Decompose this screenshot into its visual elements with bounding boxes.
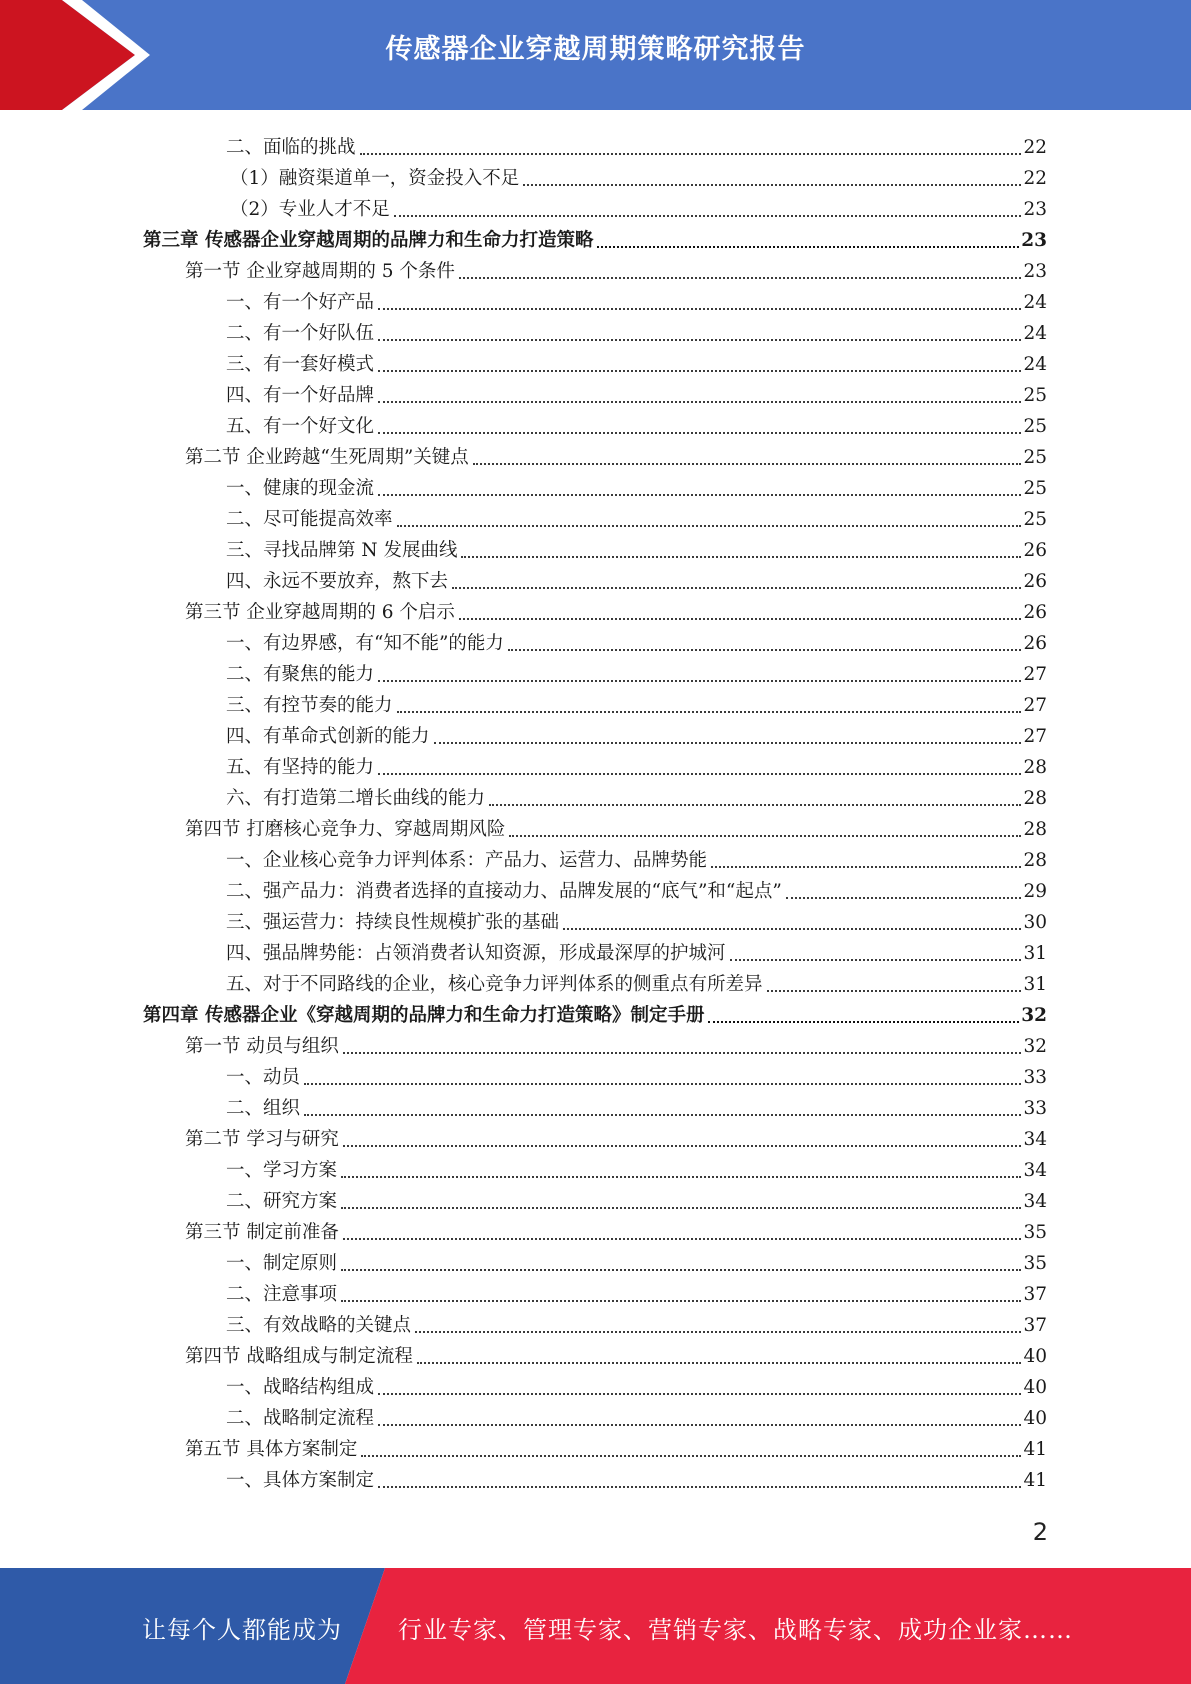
footer-slogan-right: 行业专家、管理专家、营销专家、战略专家、成功企业家……: [398, 1616, 1073, 1644]
toc-entry-page: 26: [1023, 633, 1047, 654]
toc-entry-page: 25: [1023, 416, 1047, 437]
toc-dot-leader: [378, 773, 1021, 775]
toc-entry-chapter[interactable]: [143, 997, 1047, 1028]
toc-entry-item[interactable]: [226, 1059, 1047, 1090]
toc-entry-page: 26: [1023, 540, 1047, 561]
toc-entry-title: 一、学习方案: [226, 1160, 338, 1181]
toc-entry-title: 三、有效战略的关键点: [226, 1315, 412, 1336]
toc-entry-title: 三、有控节奏的能力: [226, 695, 393, 716]
toc-dot-leader: [304, 1083, 1021, 1085]
toc-entry-item[interactable]: [226, 842, 1047, 873]
toc-dot-leader: [378, 370, 1021, 372]
page-footer: [0, 1568, 1191, 1684]
toc-entry-page: 35: [1023, 1253, 1047, 1274]
toc-entry-page: 33: [1023, 1067, 1047, 1088]
toc-dot-leader: [378, 680, 1021, 682]
toc-entry-item[interactable]: [226, 408, 1047, 439]
toc-entry-title: 二、注意事项: [226, 1284, 338, 1305]
toc-entry-item[interactable]: [226, 284, 1047, 315]
toc-entry-page: 27: [1023, 726, 1047, 747]
toc-entry-page: 24: [1023, 323, 1047, 344]
toc-dot-leader: [378, 1393, 1021, 1395]
toc-entry-page: 27: [1023, 695, 1047, 716]
toc-entry-page: 41: [1023, 1470, 1047, 1491]
toc-entry-title: 第一节 动员与组织: [185, 1036, 339, 1057]
toc-entry-item[interactable]: [226, 966, 1047, 997]
toc-entry-title: 第三节 企业穿越周期的 6 个启示: [185, 602, 455, 623]
toc-entry-title: 二、有聚焦的能力: [226, 664, 375, 685]
toc-dot-leader: [415, 1331, 1021, 1333]
toc-dot-leader: [360, 153, 1022, 155]
toc-entry-item[interactable]: [226, 1400, 1047, 1431]
toc-entry-title: 一、有边界感，有“知不能”的能力: [226, 633, 504, 654]
toc-entry-title: 二、强产品力：消费者选择的直接动力、品牌发展的“底气”和“起点”: [226, 881, 782, 902]
toc-entry-page: 34: [1023, 1191, 1047, 1212]
toc-entry-page: 32: [1023, 1036, 1047, 1057]
toc-entry-item[interactable]: [226, 377, 1047, 408]
toc-entry-chapter[interactable]: [143, 222, 1047, 253]
toc-entry-page: 37: [1023, 1284, 1047, 1305]
toc-entry-subitem[interactable]: [230, 191, 1047, 222]
toc-entry-page: 29: [1023, 881, 1047, 902]
toc-entry-item[interactable]: [226, 904, 1047, 935]
toc-dot-leader: [434, 742, 1022, 744]
toc-entry-title: 一、有一个好产品: [226, 292, 375, 313]
toc-entry-title: 第二节 学习与研究: [185, 1129, 339, 1150]
toc-entry-title: 五、对于不同路线的企业，核心竞争力评判体系的侧重点有所差异: [226, 974, 763, 995]
toc-entry-item[interactable]: [226, 935, 1047, 966]
toc-entry-title: 第四节 战略组成与制定流程: [185, 1346, 413, 1367]
toc-entry-item[interactable]: [226, 656, 1047, 687]
toc-entry-title: 四、有革命式创新的能力: [226, 726, 430, 747]
toc-entry-page: 25: [1023, 478, 1047, 499]
toc-entry-title: 一、战略结构组成: [226, 1377, 375, 1398]
toc-entry-title: 三、有一套好模式: [226, 354, 375, 375]
toc-entry-page: 41: [1023, 1439, 1047, 1460]
toc-entry-item[interactable]: [226, 501, 1047, 532]
toc-entry-item[interactable]: [226, 346, 1047, 377]
toc-dot-leader: [378, 494, 1021, 496]
toc-dot-leader: [508, 649, 1022, 651]
toc-entry-page: 28: [1023, 788, 1047, 809]
toc-entry-page: 27: [1023, 664, 1047, 685]
toc-entry-item[interactable]: [226, 1245, 1047, 1276]
toc-entry-page: 22: [1023, 137, 1047, 158]
toc-dot-leader: [786, 897, 1022, 899]
toc-entry-title: 第三节 制定前准备: [185, 1222, 339, 1243]
toc-entry-page: 40: [1023, 1377, 1047, 1398]
toc-dot-leader: [341, 1207, 1021, 1209]
toc-dot-leader: [489, 804, 1021, 806]
toc-entry-title: 二、面临的挑战: [226, 137, 356, 158]
toc-entry-item[interactable]: [226, 1462, 1047, 1493]
toc-entry-title: 六、有打造第二增长曲线的能力: [226, 788, 486, 809]
toc-dot-leader: [361, 1455, 1021, 1457]
toc-dot-leader: [378, 401, 1021, 403]
toc-entry-page: 22: [1023, 168, 1047, 189]
toc-entry-page: 23: [1023, 261, 1047, 282]
toc-entry-item[interactable]: [226, 780, 1047, 811]
toc-entry-title: 二、战略制定流程: [226, 1408, 375, 1429]
toc-entry-page: 40: [1023, 1408, 1047, 1429]
toc-entry-page: 37: [1023, 1315, 1047, 1336]
toc-entry-item[interactable]: [226, 1307, 1047, 1338]
toc-entry-item[interactable]: [226, 1152, 1047, 1183]
toc-dot-leader: [378, 1486, 1021, 1488]
toc-dot-leader: [341, 1176, 1021, 1178]
toc-entry-title: 第四节 打磨核心竞争力、穿越周期风险: [185, 819, 506, 840]
toc-entry-title: 一、企业核心竞争力评判体系：产品力、运营力、品牌势能: [226, 850, 708, 871]
toc-dot-leader: [417, 1362, 1022, 1364]
toc-entry-title: 第三章 传感器企业穿越周期的品牌力和生命力打造策略: [143, 230, 594, 251]
toc-dot-leader: [343, 1238, 1022, 1240]
toc-entry-item[interactable]: [226, 687, 1047, 718]
toc-entry-section[interactable]: [185, 1431, 1047, 1462]
toc-entry-title: 二、有一个好队伍: [226, 323, 375, 344]
toc-dot-leader: [452, 587, 1021, 589]
toc-entry-item[interactable]: [226, 532, 1047, 563]
toc-entry-item[interactable]: [226, 749, 1047, 780]
toc-entry-page: 35: [1023, 1222, 1047, 1243]
toc-dot-leader: [304, 1114, 1021, 1116]
toc-entry-section[interactable]: [185, 1214, 1047, 1245]
toc-entry-item[interactable]: [226, 1276, 1047, 1307]
toc-entry-title: 五、有坚持的能力: [226, 757, 375, 778]
toc-entry-title: 二、组织: [226, 1098, 301, 1119]
toc-dot-leader: [343, 1145, 1022, 1147]
toc-entry-section[interactable]: [185, 1121, 1047, 1152]
toc-dot-leader: [767, 990, 1022, 992]
toc-entry-page: 32: [1021, 1005, 1047, 1026]
toc-dot-leader: [459, 618, 1022, 620]
footer-slogan-left: 让每个人都能成为: [142, 1616, 342, 1644]
toc-entry-section[interactable]: [185, 1028, 1047, 1059]
toc-dot-leader: [509, 835, 1021, 837]
toc-entry-title: 一、制定原则: [226, 1253, 338, 1274]
toc-entry-page: 40: [1023, 1346, 1047, 1367]
toc-entry-item[interactable]: [226, 625, 1047, 656]
toc-entry-page: 25: [1023, 509, 1047, 530]
toc-dot-leader: [394, 215, 1022, 217]
toc-entry-item[interactable]: [226, 1090, 1047, 1121]
toc-dot-leader: [397, 711, 1022, 713]
toc-entry-title: 二、研究方案: [226, 1191, 338, 1212]
toc-entry-title: 第四章 传感器企业《穿越周期的品牌力和生命力打造策略》制定手册: [143, 1005, 705, 1026]
toc-entry-page: 34: [1023, 1160, 1047, 1181]
toc-entry-section[interactable]: [185, 439, 1047, 470]
toc-entry-page: 31: [1023, 974, 1047, 995]
toc-entry-title: 二、尽可能提高效率: [226, 509, 393, 530]
toc-entry-page: 23: [1021, 230, 1047, 251]
toc-entry-subitem[interactable]: [230, 160, 1047, 191]
toc-dot-leader: [341, 1269, 1021, 1271]
toc-entry-item[interactable]: [226, 129, 1047, 160]
toc-entry-title: 一、具体方案制定: [226, 1470, 375, 1491]
toc-entry-title: 第二节 企业跨越“生死周期”关键点: [185, 447, 469, 468]
toc-entry-title: 一、动员: [226, 1067, 301, 1088]
toc-dot-leader: [378, 339, 1021, 341]
toc-entry-page: 25: [1023, 385, 1047, 406]
toc-entry-item[interactable]: [226, 1369, 1047, 1400]
toc-entry-title: 三、寻找品牌第 N 发展曲线: [226, 540, 458, 561]
toc-dot-leader: [378, 308, 1021, 310]
toc-entry-title: 五、有一个好文化: [226, 416, 375, 437]
toc-dot-leader: [563, 928, 1021, 930]
toc-entry-title: 三、强运营力：持续良性规模扩张的基础: [226, 912, 560, 933]
toc-entry-title: 四、永远不要放弃，熬下去: [226, 571, 449, 592]
toc-dot-leader: [461, 556, 1021, 558]
toc-entry-title: 第一节 企业穿越周期的 5 个条件: [185, 261, 455, 282]
toc-entry-item[interactable]: [226, 315, 1047, 346]
toc-entry-page: 25: [1023, 447, 1047, 468]
toc-dot-leader: [397, 525, 1022, 527]
toc-entry-title: 一、健康的现金流: [226, 478, 375, 499]
toc-entry-title: （1）融资渠道单一，资金投入不足: [230, 168, 520, 189]
toc-entry-section[interactable]: [185, 1338, 1047, 1369]
toc-entry-page: 24: [1023, 354, 1047, 375]
toc-entry-section[interactable]: [185, 811, 1047, 842]
toc-entry-title: （2）专业人才不足: [230, 199, 390, 220]
toc-dot-leader: [378, 1424, 1021, 1426]
toc-dot-leader: [730, 959, 1022, 961]
report-title: 传感器企业穿越周期策略研究报告: [385, 34, 806, 65]
toc-entry-page: 31: [1023, 943, 1047, 964]
page-number: 2: [1032, 1518, 1048, 1546]
toc-entry-page: 28: [1023, 819, 1047, 840]
page-header: [0, 0, 1191, 110]
toc-entry-item[interactable]: [226, 470, 1047, 501]
toc-dot-leader: [523, 184, 1021, 186]
toc-dot-leader: [473, 463, 1022, 465]
toc-entry-item[interactable]: [226, 563, 1047, 594]
toc-dot-leader: [711, 866, 1021, 868]
toc-dot-leader: [341, 1300, 1021, 1302]
toc-entry-page: 30: [1023, 912, 1047, 933]
toc-entry-title: 四、有一个好品牌: [226, 385, 375, 406]
toc-entry-page: 28: [1023, 850, 1047, 871]
toc-dot-leader: [343, 1052, 1022, 1054]
toc-entry-item[interactable]: [226, 718, 1047, 749]
toc-entry-page: 26: [1023, 571, 1047, 592]
toc-entry-section[interactable]: [185, 253, 1047, 284]
toc-entry-title: 四、强品牌势能：占领消费者认知资源，形成最深厚的护城河: [226, 943, 726, 964]
toc-entry-section[interactable]: [185, 594, 1047, 625]
toc-dot-leader: [459, 277, 1022, 279]
toc-dot-leader: [708, 1021, 1019, 1023]
toc-entry-page: 33: [1023, 1098, 1047, 1119]
toc-dot-leader: [378, 432, 1021, 434]
toc-entry-item[interactable]: [226, 1183, 1047, 1214]
toc-entry-item[interactable]: [226, 873, 1047, 904]
toc-entry-page: 23: [1023, 199, 1047, 220]
toc-entry-title: 第五节 具体方案制定: [185, 1439, 358, 1460]
toc-entry-page: 34: [1023, 1129, 1047, 1150]
toc-entry-page: 24: [1023, 292, 1047, 313]
toc-entry-page: 26: [1023, 602, 1047, 623]
toc-entry-page: 28: [1023, 757, 1047, 778]
toc-dot-leader: [597, 246, 1019, 248]
